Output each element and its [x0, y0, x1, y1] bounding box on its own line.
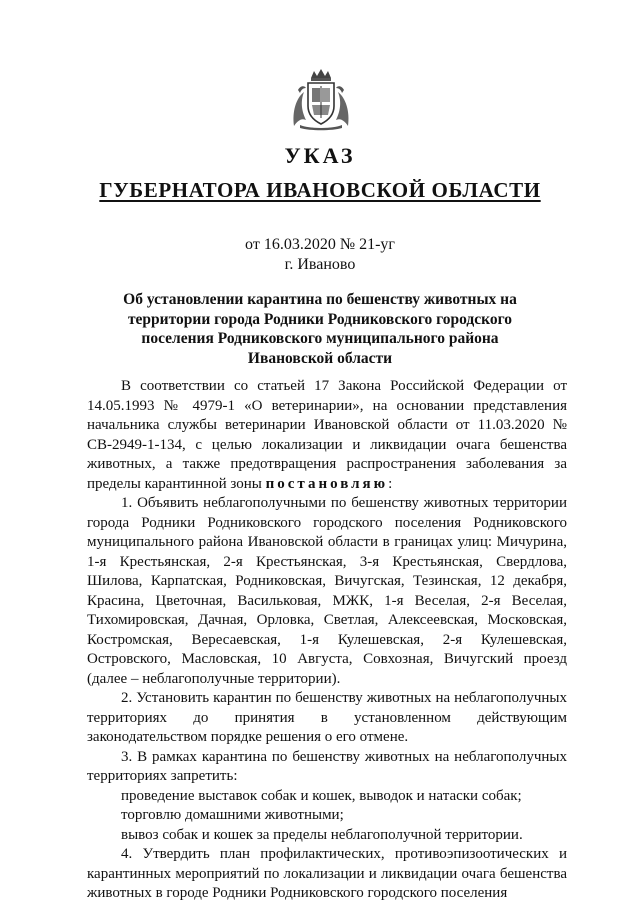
item-2-paragraph: 2. Установить карантин по бешенству животных на неблагополучных территориях до принятия в установленном действующим законодательством порядке решения о его отмене.: [87, 690, 567, 745]
intro-end: :: [388, 475, 393, 492]
document-body: [87, 377, 567, 904]
issuer-heading: ГУБЕРНАТОРА ИВАНОВСКОЙ ОБЛАСТИ: [99, 178, 541, 202]
intro-keyword: постановляю: [265, 475, 389, 492]
document-city: г. Иваново: [284, 256, 356, 273]
item-3-point-c: вывоз собак и кошек за пределы неблагополучной территории.: [121, 826, 523, 843]
item-3-point-a: проведение выставок собак и кошек, выводок и натаски собак;: [121, 787, 522, 804]
document-date-number: от 16.03.2020 № 21-уг: [245, 236, 395, 253]
item-4-paragraph: 4. Утвердить план профилактических, противоэпизоотических и карантинных мероприятий по локализации и ликвидации очага бешенства животных в городе Родники Родниковского городского поселения: [87, 846, 567, 901]
item-1-paragraph: 1. Объявить неблагополучными по бешенству животных территории города Родники Родниковского городского поселения Родниковского муниципального района Ивановской области в границах улиц: Мичурина, 1-я Крестьянская, 2-я Крестьянская, 3-я Крестьянская, Свердлова, Шилова, Карпатская, Родниковская, Вичугская, Тезинская, 12 декабря, Красина, Цветочная, Васильковая, МЖК, 1-я Веселая, 2-я Веселая, Тихомировская, Дачная, Орловка, Светлая, Алексеевская, Московская, Костромская, Вересаевская, 1-я Кулешевская, 2-я Кулешевская, Островского, Масловская, 10 Августа, Совхозная, Вичугский проезд (далее – неблагополучные территории).: [87, 495, 567, 687]
intro-paragraph: [87, 377, 567, 494]
document-subject: Об установлении карантина по бешенству животных на территории города Родники Родниковского городского поселения Родниковского муниципального района Ивановской области: [123, 291, 517, 367]
item-3-point-b: торговлю домашними животными;: [121, 807, 344, 823]
intro-text: В соответствии со статьей 17 Закона Российской Федерации от 14.05.1993 № 4979-1 «О ветеринарии», на основании представления начальника службы ветеринарии Ивановской области от 11.03.2020 № СВ-2949-1-134, с целью локализации и ликвидации очага бешенства животных, а также предотвращения распространения заболевания за пределы карантинной зоны: [87, 378, 567, 492]
item-3-paragraph: 3. В рамках карантина по бешенству животных на неблагополучных территориях запретить:: [87, 748, 567, 784]
document-type-heading: УКАЗ: [284, 143, 356, 168]
ivanovo-coat-of-arms-icon: [290, 68, 352, 132]
